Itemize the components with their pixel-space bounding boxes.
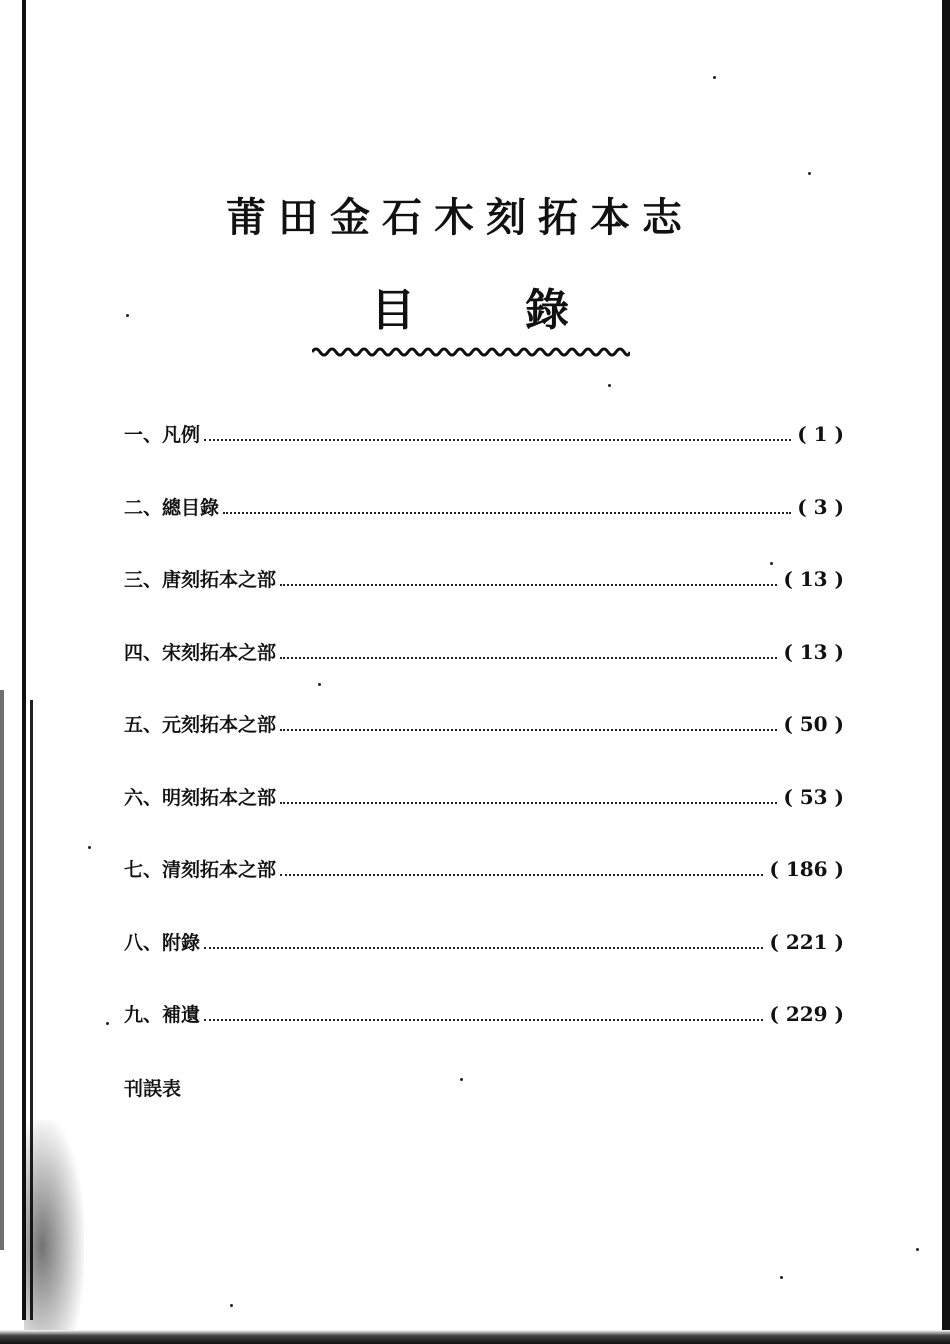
toc-entry[interactable] — [124, 710, 844, 783]
toc-label: 總目錄 — [162, 496, 220, 519]
scan-edge-right — [942, 0, 950, 1344]
toc-page-number: ( 53 ) — [783, 784, 844, 809]
toc-number: 八、 — [124, 931, 163, 954]
errata-heading[interactable]: 刊誤表 — [124, 1078, 182, 1100]
toc-label: 凡例 — [162, 424, 201, 446]
scan-edge-left-outer — [0, 690, 4, 1250]
scan-speck — [460, 1078, 463, 1081]
toc-label: 元刻拓本之部 — [162, 714, 277, 736]
document-subtitle: 目錄 — [371, 285, 679, 336]
dot-leader — [204, 947, 763, 949]
toc-number: 六、 — [124, 786, 163, 809]
toc-label: 明刻拓本之部 — [162, 786, 277, 809]
scan-speck — [608, 384, 611, 387]
wavy-divider — [312, 346, 630, 358]
toc-number: 二、 — [124, 496, 163, 519]
dot-leader — [280, 874, 763, 876]
scan-speck — [713, 76, 716, 79]
toc-label: 補遺 — [162, 1004, 201, 1026]
toc-entry[interactable] — [124, 1000, 844, 1073]
toc-entry[interactable] — [124, 638, 844, 711]
toc-entry[interactable] — [124, 783, 844, 856]
scan-smudge — [24, 1120, 84, 1330]
scan-edge-bottom — [0, 1330, 950, 1344]
scan-speck — [916, 1248, 919, 1251]
toc-entry[interactable] — [124, 493, 844, 566]
table-of-contents — [124, 420, 844, 1073]
toc-page-number: ( 229 ) — [769, 1002, 844, 1026]
dot-leader — [204, 439, 791, 441]
toc-entry[interactable] — [124, 420, 844, 493]
scan-speck — [88, 846, 91, 849]
toc-label: 宋刻拓本之部 — [162, 641, 277, 664]
scan-speck — [106, 1022, 109, 1025]
toc-page-number: ( 3 ) — [797, 494, 844, 519]
toc-page-number: ( 186 ) — [769, 857, 844, 881]
toc-page-number: ( 13 ) — [783, 567, 844, 591]
toc-number: 四、 — [124, 641, 163, 664]
toc-label: 附錄 — [162, 931, 201, 954]
scan-speck — [780, 1276, 783, 1279]
dot-leader — [280, 657, 777, 659]
scan-speck — [808, 172, 811, 175]
toc-page-number: ( 13 ) — [783, 639, 844, 664]
dot-leader — [280, 802, 777, 804]
toc-page-number: ( 1 ) — [797, 422, 844, 446]
toc-number: 三、 — [124, 569, 163, 591]
dot-leader — [223, 512, 791, 514]
dot-leader — [204, 1019, 763, 1021]
document-title: 莆田金石木刻拓本志 — [226, 195, 694, 241]
toc-label: 清刻拓本之部 — [162, 859, 277, 881]
toc-page-number: ( 50 ) — [783, 712, 844, 736]
dot-leader — [280, 729, 777, 731]
toc-page-number: ( 221 ) — [769, 929, 844, 954]
toc-entry[interactable] — [124, 855, 844, 928]
toc-number: 五、 — [124, 714, 163, 736]
toc-number: 七、 — [124, 859, 163, 881]
toc-number: 九、 — [124, 1004, 163, 1026]
dot-leader — [280, 584, 777, 586]
toc-entry[interactable] — [124, 928, 844, 1001]
toc-label: 唐刻拓本之部 — [162, 569, 277, 591]
toc-entry[interactable] — [124, 565, 844, 638]
scan-speck — [230, 1304, 233, 1307]
toc-number: 一、 — [124, 424, 163, 446]
